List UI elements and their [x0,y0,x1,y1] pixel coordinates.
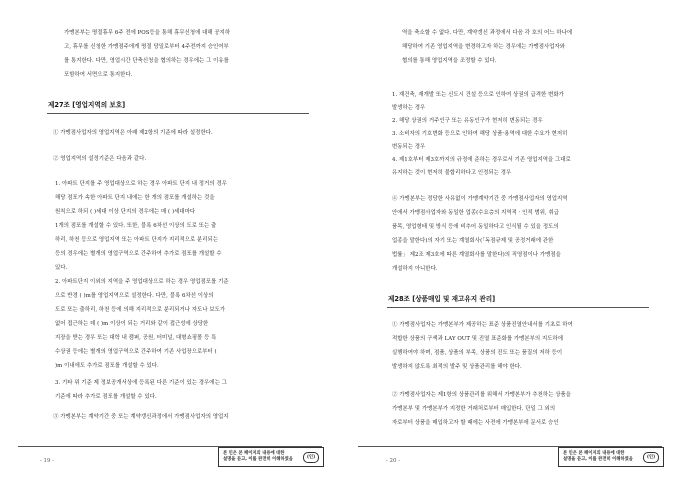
signature-box: (인) [643,452,659,463]
paragraph-b-line: 자로부터 상품을 매입하고자 할 때에는 사전에 가맹본부에 문서로 승인 [392,420,559,426]
right-page [340,0,680,481]
paragraph-4-line: 법률」 제2조 제3호에 따른 계열회사를 말한다)의 직영점이나 가맹점을 [392,252,561,258]
item-2-line: 2. 아파트단지 이외의 지역을 주 영업대상으로 하는 경우 영업점포를 기준 [55,279,229,285]
top-line: 역을 축소할 수 없다. 다만, 계약갱신 과정에서 다음 각 호의 어느 하나에 [402,30,573,36]
paragraph-b-line: 가맹본부 및 가맹본부가 지정한 거래처로부터 매입한다. 단일 그 외의 [392,406,556,412]
list-line: 변동되는 경우 [392,144,426,150]
intro-line: 고, 휴무를 신청한 가맹점주에게 명절 당일로부터 4주전까지 승인여부 [64,44,229,50]
item-1-line: 해당 점포가 속한 아파트 단지 내에는 한 개의 점포를 개설하는 것을 [55,195,215,201]
item-2-line: 없어 접근하는 데 ( )m 이상이 되는 거리와 같이 접근성에 상당한 [55,321,209,327]
top-line: 해당하여 기존 영업지역을 변경하고자 하는 경우에는 가맹점사업자와 [402,44,566,50]
stamp-text-line: 본 인은 본 페이지의 내용에 대한 [223,451,285,456]
list-line: 2. 해당 상권의 거주인구 또는 유동인구가 현저히 변동되는 경우 [392,118,543,124]
stamp-text-line: 설명을 듣고, 이를 완전히 이해하였음 [563,456,633,462]
top-line: 협의를 통해 영업지역을 조정할 수 있다. [402,58,497,64]
item-1-line: 1. 아파트 단지를 주 영업대상으로 하는 경우 아파트 단지 내 정거의 경우 [55,181,227,187]
item-1-line: 있다. [55,265,68,271]
paragraph-a-line: 실행하여야 하며, 점품, 상품의 부족, 상품의 진도 또는 품질의 저하 등이 [392,350,563,356]
item-1-line: 하리, 하천 등으로 영업지역 또는 아파트 단지가 지리적으로 분리되는 [55,237,219,243]
paragraph-2: ② 영업지역의 설정기준은 다음과 같다. [53,156,147,162]
item-2-line: 지장을 받는 경우 또는 대학 내 캠퍼, 공원, 터미널, 대형쇼핑몰 등 특 [55,335,217,341]
stamp-text-line: 본 인은 본 페이지의 내용에 대한 [563,451,625,456]
paragraph-b-line: ② 가맹점사업자는 제1항의 상품관리를 위해서 가맹본부가 추천하는 상품을 [392,392,571,398]
confirmation-stamp [218,447,324,467]
item-3-line: 기준에 따라 추가로 점포를 개설할 수 있다. [55,394,157,400]
item-1-line: 1개의 점포를 개설할 수 있다. 또한, 블록 6차선 이상의 도로 또는 출 [55,223,217,229]
item-1-line: 등의 경우에는 별개의 영업구역으로 간주하여 추가로 점포를 개설할 수 [55,251,222,257]
item-2-line: )m 이내에도 추가로 점포를 개설할 수 있다. [55,363,159,369]
item-3-line: 3. 기타 위 기준 제 정보공개서상에 등록된 다른 기준이 있는 경우에는 그 [55,380,227,386]
paragraph-a-line: ① 가맹점사업자는 가맹본부가 제공하는 표준 상품진열안내서를 기초로 하여 [392,322,573,328]
signature-box: (인) [303,452,319,463]
heading-underline [387,307,649,308]
stamp-text-line: 설명을 듣고, 이를 완전히 이해하였음 [223,456,293,462]
paragraph-4-line: ④ 가맹본부는 정당한 사유없이 가맹계약기간 중 가맹점사업자의 영업지역 [392,196,568,202]
page-number: - 20 - [386,458,400,464]
page-number: - 19 - [40,458,54,464]
item-2-line: 수상권 등에는 별개의 영업구역으로 간주하여 기존 사업장으로부터 ( [55,349,217,355]
paragraph-1: ① 가맹점사업자의 영업지역은 아래 제2항의 기준에 따라 설정한다. [53,130,213,136]
intro-line: 를 통지한다. 다만, 영업시간 단축신청을 협의하는 경우에는 그 이유를 [64,58,229,64]
article-27-heading: 제27조 [영업지역의 보호] [48,101,126,109]
article-28-heading: 제28조 [상품매입 및 재고유지 관리] [388,295,496,303]
paragraph-3: ③ 가맹본부는 계약기간 중 또는 계약갱신과정에서 가맹점사업자의 영업지 [53,414,229,420]
paragraph-a-line: 적합한 상품의 구색과 LAY OUT 및 진열 표준화를 가맹본부의 지도하에 [392,336,563,342]
list-line: 유지하는 것이 현저히 불합리하다고 인정되는 경우 [392,170,512,176]
list-line: 발생하는 경우 [392,105,426,111]
list-line: 4. 제1호부터 제3호까지의 규정에 준하는 경우로서 기존 영업지역을 그대로 [392,157,571,163]
paragraph-4-line: 개설하지 아니한다. [392,266,438,272]
item-1-line: 원칙으로 하되 ( )세대 이상 단지의 경우에는 매 ( )세대마다 [55,209,196,215]
list-line: 1. 재건축, 재개발 또는 신도시 건설 등으로 인하여 상권의 급격한 변화가 [392,92,564,98]
paragraph-4-line: 품목, 영업형태 및 방식 등에 비추어 동일하다고 인식될 수 있을 정도의 [392,224,559,230]
item-2-line: 으로 반경 ( )m를 영업지역으로 설정한다. 다만, 블록 6차선 이상의 [55,293,214,299]
intro-line: 가맹본부는 명절휴무 6주 전에 POS등을 통해 휴무신청에 대해 공지하 [64,30,231,36]
list-line: 3. 소비자의 기호변화 등으로 인하여 해당 상품·용역에 대한 수요가 현저히 [392,131,568,137]
confirmation-stamp [558,447,664,467]
paragraph-4-line: 업종을 말한다)의 자기 또는 계열회사(「독점규제 및 공정거래에 관한 [392,238,554,244]
paragraph-4-line: 안에서 가맹점사업자와 동일한 업종(수요층의 지역적 · 인적 범위, 취급 [392,210,559,216]
intro-line: 포함하여 서면으로 통지한다. [64,72,133,78]
paragraph-a-line: 발생하지 않도록 최적의 발주 및 상품관리를 해야 한다. [392,364,522,370]
heading-underline [47,113,309,114]
item-2-line: 도로 또는 출하리, 하천 등에 의해 지리적으로 분리되거나 자도나 보도가 [55,307,226,313]
